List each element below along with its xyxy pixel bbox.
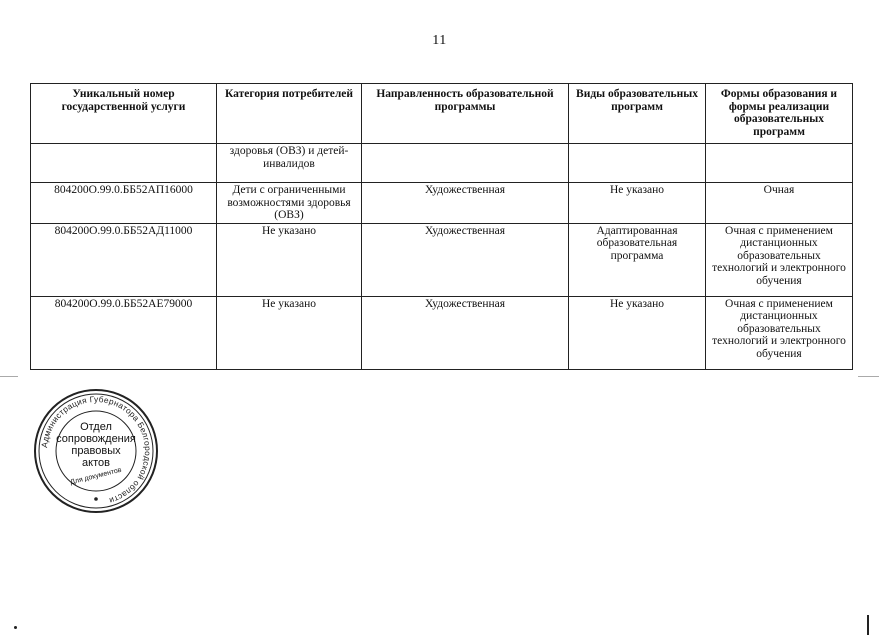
stamp-line: актов [82,457,110,469]
services-table [30,83,853,370]
scan-speck [14,626,17,629]
cell-consumer-category: Не указано [217,223,362,296]
cell-education-form: Очная [706,183,853,224]
table-row [31,296,853,369]
table-row [31,223,853,296]
cell-program-direction: Художественная [362,296,569,369]
scan-artifact-line [0,376,18,377]
cell-program-direction: Художественная [362,183,569,224]
cell-consumer-category: здоровья (ОВЗ) и детей-инвалидов [217,144,362,183]
cell-program-type [569,144,706,183]
column-header-program-direction: Направленность образовательной программы [362,84,569,144]
cell-service-number: 804200О.99.0.ББ52АД11000 [31,223,217,296]
official-stamp [32,387,160,515]
column-header-consumer-category: Категория потребителей [217,84,362,144]
cell-consumer-category: Не указано [217,296,362,369]
table-row [31,183,853,224]
stamp-center-text [32,421,160,487]
stamp-ring-text: Администрация Губернатора Белгородской области [39,393,154,507]
cell-service-number: 804200О.99.0.ББ52АЕ79000 [31,296,217,369]
stamp-line: Отдел [80,421,112,433]
column-header-service-number: Уникальный номер государственной услуги [31,84,217,144]
stamp-line: правовых [71,445,121,457]
cell-program-direction [362,144,569,183]
stamp-line: сопровождения [56,433,136,445]
cell-education-form: Очная с применением дистанционных образовательных технологий и электронного обучения [706,223,853,296]
cell-program-direction: Художественная [362,223,569,296]
cell-education-form: Очная с применением дистанционных образовательных технологий и электронного обучения [706,296,853,369]
cell-service-number [31,144,217,183]
cell-program-type: Не указано [569,183,706,224]
cell-education-form [706,144,853,183]
cell-consumer-category: Дети с ограниченными возможностями здоровья (ОВЗ) [217,183,362,224]
table-row [31,144,853,183]
scan-edge-mark [867,615,869,635]
cell-program-type: Не указано [569,296,706,369]
cell-service-number: 804200О.99.0.ББ52АП16000 [31,183,217,224]
stamp-bottom-text: Для документов [69,466,123,487]
page-number: 11 [432,33,447,48]
table-header-row [31,84,853,144]
column-header-education-forms: Формы образования и формы реализации образовательных программ [706,84,853,144]
cell-program-type: Адаптированная образовательная программа [569,223,706,296]
column-header-program-types: Виды образовательных программ [569,84,706,144]
scan-artifact-line [858,376,879,377]
